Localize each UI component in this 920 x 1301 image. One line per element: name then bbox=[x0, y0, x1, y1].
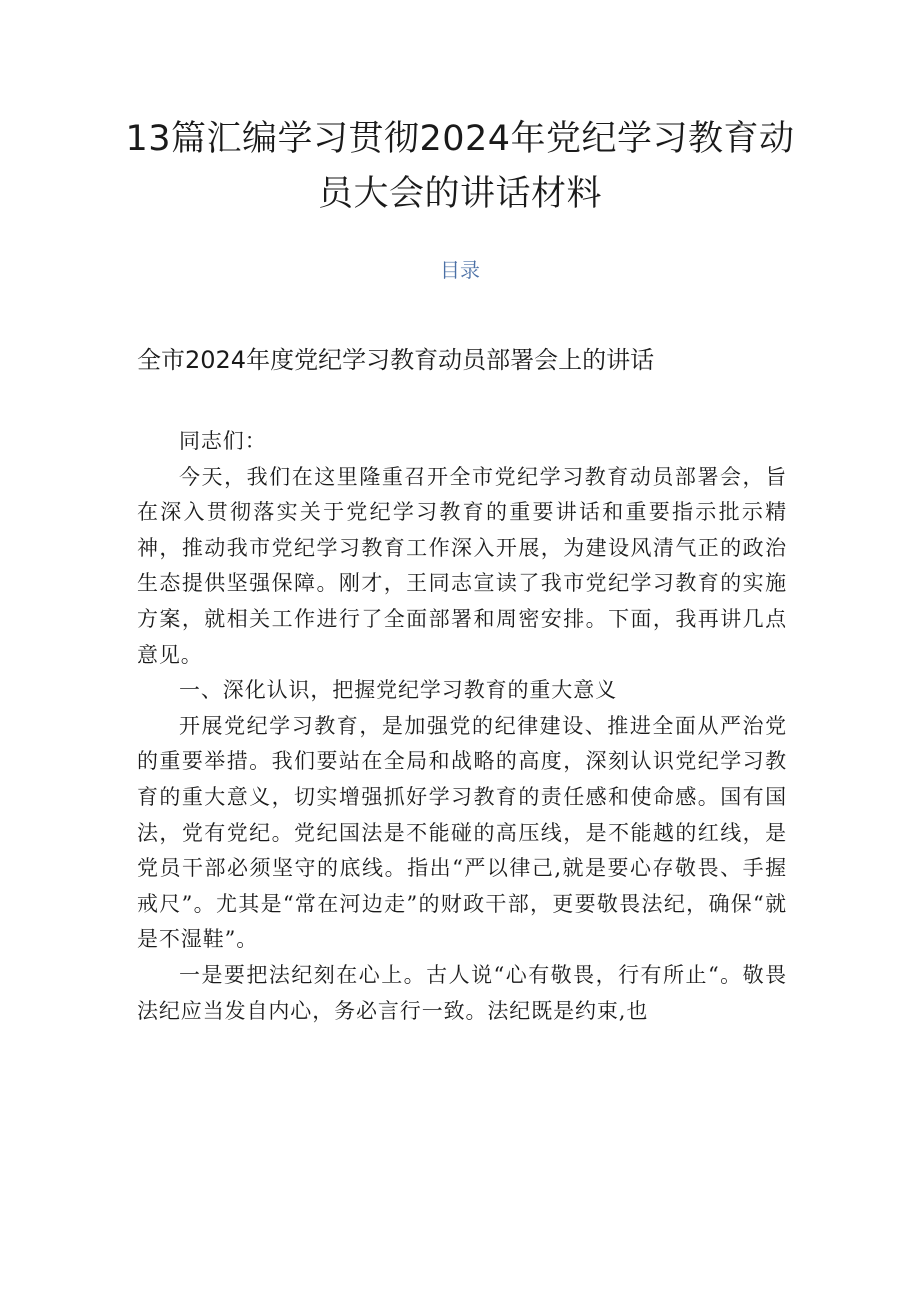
subheading-paragraph: 一、深化认识，把握党纪学习教育的重大意义 bbox=[179, 678, 617, 703]
document-title-line-1: 13篇汇编学习贯彻2024年党纪学习教育动 bbox=[125, 119, 795, 159]
body-text bbox=[137, 424, 787, 1029]
document-title bbox=[120, 112, 800, 222]
document-title-line-2: 员大会的讲话材料 bbox=[317, 174, 602, 214]
section-title: 全市2024年度党纪学习教育动员部署会上的讲话 bbox=[137, 346, 655, 374]
intro-paragraph: 今天，我们在这里隆重召开全市党纪学习教育动员部署会，旨在深入贯彻落实关于党纪学习教育的重要讲话和重要指示批示精神，推动我市党纪学习教育工作深入开展，为建设风清气正的政治生态提供坚强保障。刚才，王同志宣读了我市党纪学习教育的实施方案，就相关工作进行了全面部署和周密安排。下面，我再讲几点意见。 bbox=[137, 464, 787, 667]
table-of-contents-link[interactable]: 目录 bbox=[440, 258, 480, 282]
salutation-paragraph: 同志们： bbox=[179, 429, 267, 453]
body-paragraph: 一是要把法纪刻在心上。古人说“心有敬畏，行有所止“。敬畏法纪应当发自内心，务必言行一致。法纪既是约束,也 bbox=[137, 962, 787, 1023]
body-paragraph: 开展党纪学习教育，是加强党的纪律建设、推进全面从严治党的重要举措。我们要站在全局和战略的高度，深刻认识党纪学习教育的重大意义，切实增强抓好学习教育的责任感和使命感。国有国法，党有党纪。党纪国法是不能碰的高压线，是不能越的红线，是党员干部必须坚守的底线。指出“严以律己,就是要心存敬畏、手握戒尺”。尤其是“常在河边走”的财政干部，更要敬畏法纪，确保“就是不湿鞋”。 bbox=[137, 713, 787, 952]
